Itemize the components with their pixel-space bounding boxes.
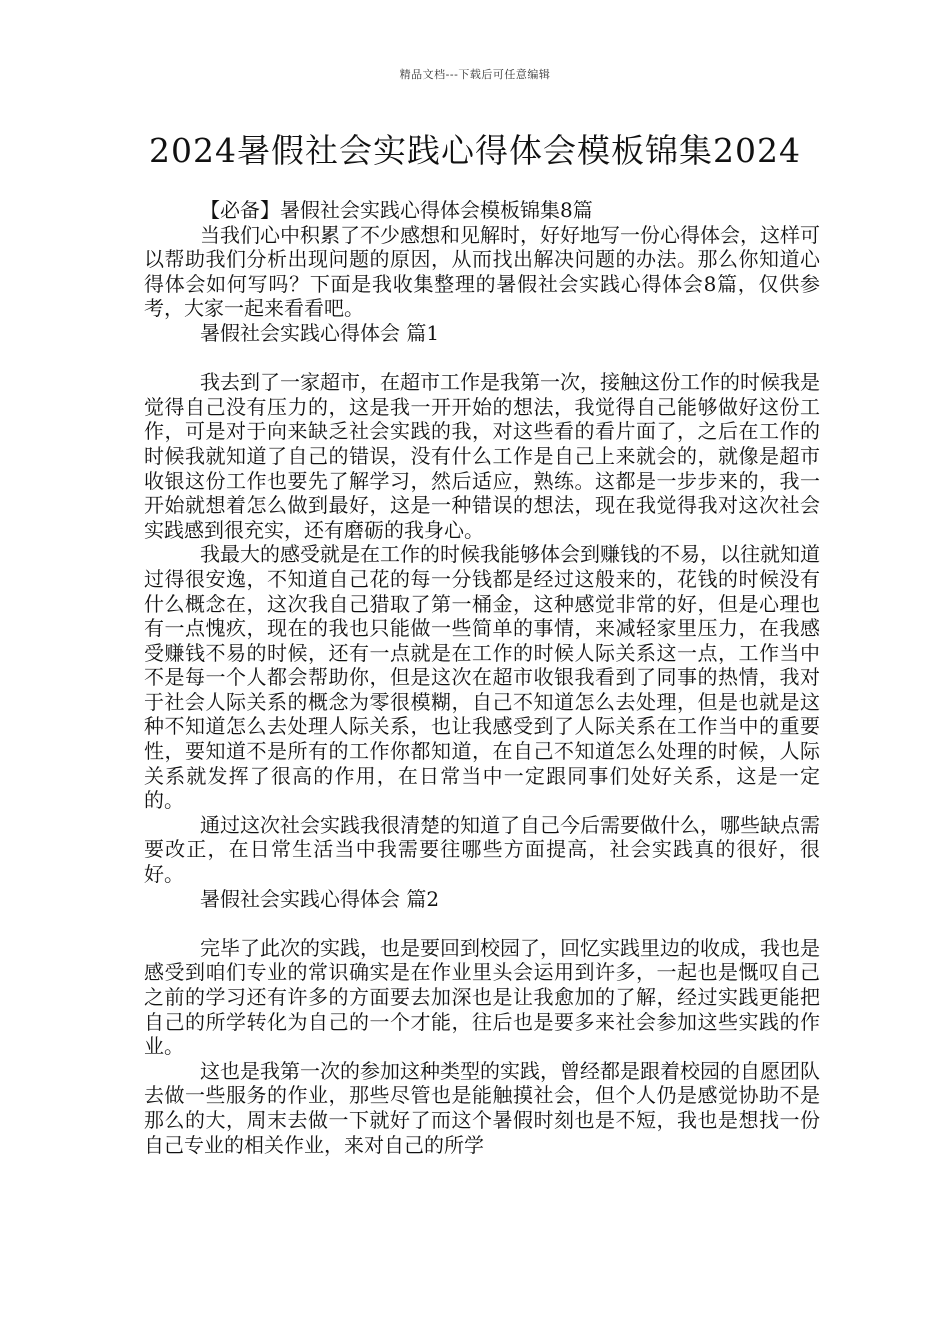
intro-paragraph: 当我们心中积累了不少感想和见解时，好好地写一份心得体会，这样可以帮助我们分析出现问题的原因，从而找出解决问题的办法。那么你知道心得体会如何写吗？下面是我收集整理的暑假社会实践心得体会8篇，仅供参考，大家一起来看看吧。 bbox=[144, 222, 820, 321]
paragraph: 完毕了此次的实践，也是要回到校园了，回忆实践里边的收成，我也是感受到咱们专业的常识确实是在作业里头会运用到许多，一起也是慨叹自己之前的学习还有许多的方面要去加深也是让我愈加的了解，经过实践更能把自己的所学转化为自己的一个才能，往后也是要多来社会参加这些实践的作业。 bbox=[144, 935, 820, 1059]
intro-heading: 【必备】暑假社会实践心得体会模板锦集8篇 bbox=[200, 198, 593, 222]
paragraph: 这也是我第一次的参加这种类型的实践，曾经都是跟着校园的自愿团队去做一些服务的作业，那些尽管也是能触摸社会，但个人仍是感觉协助不是那么的大，周末去做一下就好了而这个暑假时刻也是不短，我也是想找一份自己专业的相关作业，来对自己的所学 bbox=[144, 1058, 820, 1157]
paragraph: 我去到了一家超市，在超市工作是我第一次，接触这份工作的时候我是觉得自己没有压力的，这是我一开开始的想法，我觉得自己能够做好这份工作，可是对于向来缺乏社会实践的我，对这些看的看片面了，之后在工作的时候我就知道了自己的错误，没有什么工作是自己上来就会的，就像是超市收银这份工作也要先了解学习，然后适应，熟练。这都是一步步来的，我一开始就想着怎么做到最好，这是一种错误的想法，现在我觉得我对这次社会实践感到很充实，还有磨砺的我身心。 bbox=[144, 370, 820, 542]
document-body bbox=[144, 198, 820, 1157]
header-note: 精品文档---下载后可任意编辑 bbox=[399, 68, 551, 81]
paragraph: 通过这次社会实践我很清楚的知道了自己今后需要做什么，哪些缺点需要改正，在日常生活当中我需要往哪些方面提高，社会实践真的很好，很好。 bbox=[144, 812, 820, 887]
section-heading-1: 暑假社会实践心得体会 篇1 bbox=[200, 320, 440, 345]
document-title: 2024暑假社会实践心得体会模板锦集2024 bbox=[149, 131, 801, 170]
section-heading-2: 暑假社会实践心得体会 篇2 bbox=[200, 886, 440, 911]
paragraph: 我最大的感受就是在工作的时候我能够体会到赚钱的不易，以往就知道过得很安逸，不知道自己花的每一分钱都是经过这般来的，花钱的时候没有什么概念在，这次我自己猎取了第一桶金，这种感觉非常的好，但是心理也有一点愧疚，现在的我也只能做一些简单的事情，来减轻家里压力，在我感受赚钱不易的时候，还有一点就是在工作的时候人际关系这一点，工作当中不是每一个人都会帮助你，但是这次在超市收银我看到了同事的热情，我对于社会人际关系的概念为零很模糊，自己不知道怎么去处理，但是也就是这种不知道怎么去处理人际关系，也让我感受到了人际关系在工作当中的重要性，要知道不是所有的工作你都知道，在自己不知道怎么处理的时候，人际关系就发挥了很高的作用，在日常当中一定跟同事们处好关系，这是一定的。 bbox=[144, 542, 820, 813]
